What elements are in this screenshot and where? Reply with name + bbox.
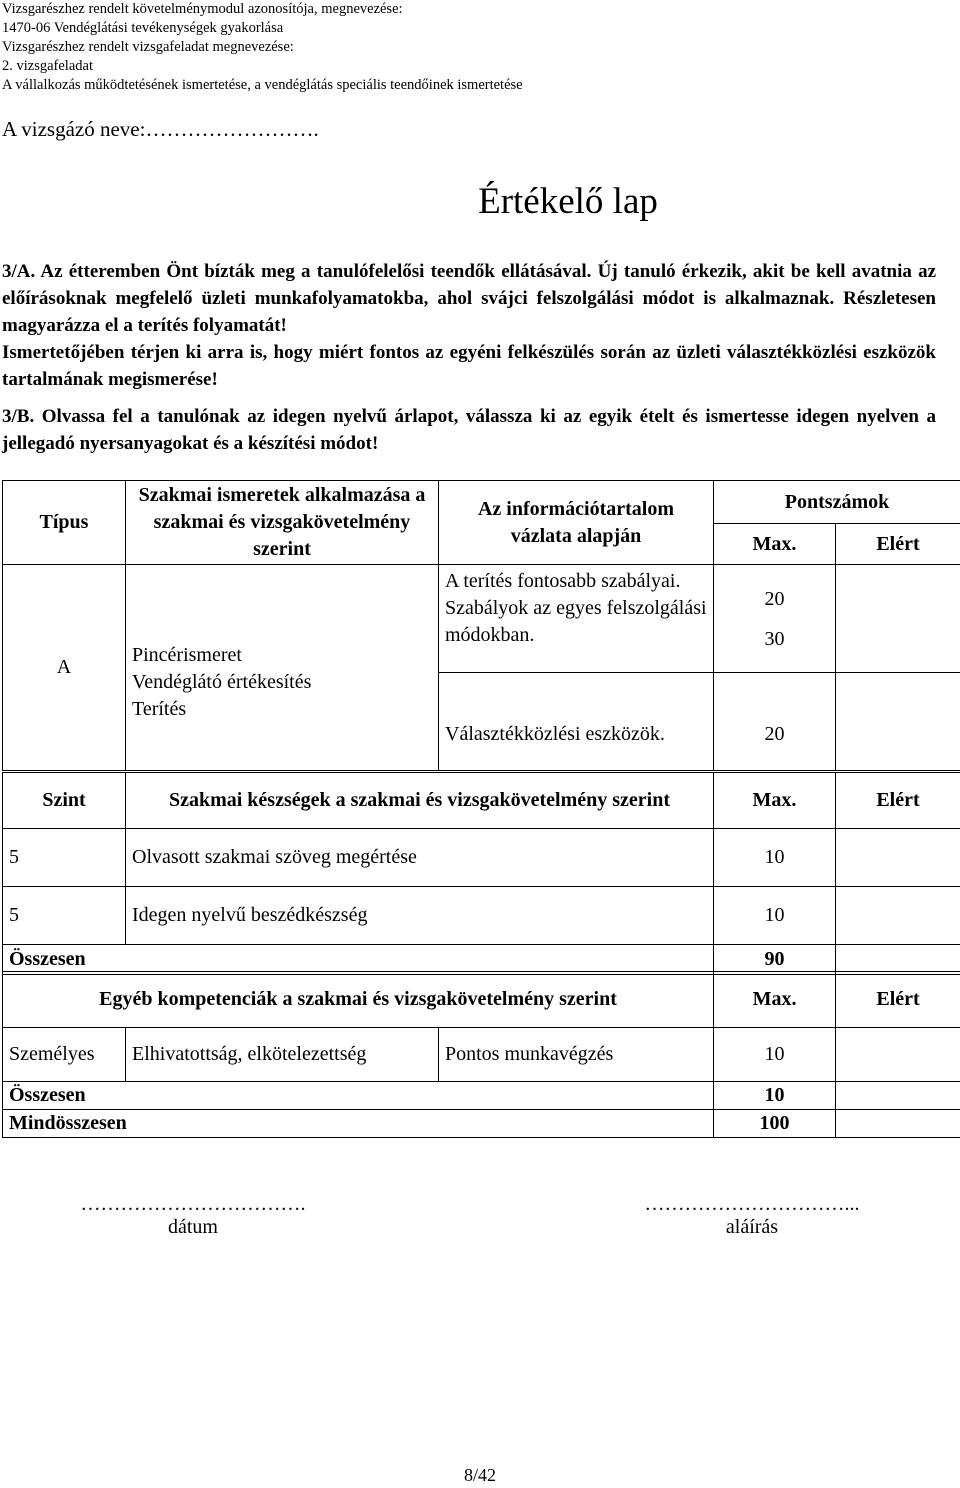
- max-row-1a: 20: [764, 588, 785, 610]
- competency-description: Pontos munkavégzés: [439, 1028, 714, 1082]
- skills-total-value: 90: [714, 945, 836, 975]
- skills-max-header: Max.: [714, 773, 836, 829]
- competency-name: Elhivatottság, elkötelezettség: [126, 1028, 439, 1082]
- info-row-2: Választékközlési eszközök.: [439, 673, 714, 771]
- competencies-total-value: 10: [714, 1082, 836, 1110]
- type-value: A: [3, 565, 126, 771]
- page-title: Értékelő lap: [478, 181, 658, 222]
- document-header: [2, 0, 523, 95]
- achieved-header: Elért: [836, 524, 960, 565]
- task-3a-paragraph-2: Ismertetőjében térjen ki arra is, hogy miért fontos az egyéni felkészülés során az üzleti választékközlési eszközök tartalmának megismerése!: [2, 342, 936, 390]
- page-number: 8/42: [463, 1465, 496, 1485]
- knowledge-header: Szakmai ismeretek alkalmazása a szakmai és vizsgakövetelmény szerint: [126, 481, 439, 565]
- competency-achieved[interactable]: [836, 1028, 960, 1082]
- info-row-1: A terítés fontosabb szabályai. Szabályok az egyes felszolgálási módokban.: [439, 565, 714, 673]
- signature-block: [596, 1193, 908, 1239]
- skill-name: Idegen nyelvű beszédkészség: [126, 887, 714, 945]
- competency-max: 10: [714, 1028, 836, 1082]
- competencies-total-achieved[interactable]: [836, 1082, 960, 1110]
- skills-total-label: Összesen: [3, 945, 714, 975]
- skills-total-achieved[interactable]: [836, 945, 960, 975]
- skill-max: 10: [714, 887, 836, 945]
- competencies-max-header: Max.: [714, 972, 836, 1028]
- signature-line: …………………………...: [644, 1193, 860, 1215]
- max-header: Max.: [714, 524, 836, 565]
- task-3b-paragraph: 3/B. Olvassa fel a tanulónak az idegen nyelvű árlapot, válassza ki az egyik ételt és ismertesse idegen nyelven a jellegadó nyersanyagokat és a készítési módot!: [2, 406, 936, 454]
- header-line-module-label: Vizsgarészhez rendelt követelménymodul azonosítója, megnevezése:: [2, 1, 403, 17]
- task-3b: [2, 403, 936, 457]
- table-row: [3, 887, 960, 945]
- date-label: dátum: [168, 1216, 218, 1238]
- task-3a-paragraph-1: 3/A. Az étteremben Önt bízták meg a tanulófelelősi teendők ellátásával. Új tanuló érkezik, akit be kell avatnia az előírásoknak megfelelő üzleti munkafolyamatokba, ahol svájci felszolgálási módot is alkalmaznak. Részletesen magyarázza el a terítés folyamatát!: [2, 261, 936, 336]
- knowledge-items: Pincérismeret Vendéglátó értékesítés Terítés: [126, 565, 439, 771]
- achieved-row-2[interactable]: [836, 673, 960, 771]
- level-header: Szint: [3, 773, 126, 829]
- skill-max: 10: [714, 829, 836, 887]
- grand-total-label: Mindösszesen: [3, 1110, 714, 1138]
- type-header: Típus: [3, 481, 126, 565]
- grand-total-achieved[interactable]: [836, 1110, 960, 1138]
- skills-achieved-header: Elért: [836, 773, 960, 829]
- header-line-task-title: A vállalkozás működtetésének ismertetése, a vendéglátás speciális teendőinek ismertetése: [2, 77, 523, 93]
- skill-level: 5: [3, 829, 126, 887]
- max-row-1b: 30: [764, 628, 785, 650]
- competency-category: Személyes: [3, 1028, 126, 1082]
- competencies-achieved-header: Elért: [836, 972, 960, 1028]
- table-row: [3, 829, 960, 887]
- competencies-header: Egyéb kompetenciák a szakmai és vizsgakövetelmény szerint: [3, 972, 714, 1028]
- skills-table: [2, 772, 960, 975]
- task-3a: [2, 258, 936, 393]
- skill-achieved[interactable]: [836, 829, 960, 887]
- header-line-task-number: 2. vizsgafeladat: [2, 58, 93, 74]
- header-line-module: 1470-06 Vendéglátási tevékenységek gyakorlása: [2, 20, 284, 36]
- signature-label: aláírás: [725, 1216, 779, 1238]
- achieved-row-1[interactable]: [836, 565, 960, 673]
- knowledge-table: [2, 480, 960, 771]
- max-row-1: [714, 565, 836, 673]
- skill-achieved[interactable]: [836, 887, 960, 945]
- header-line-task-label: Vizsgarészhez rendelt vizsgafeladat megnevezése:: [2, 39, 294, 55]
- competencies-total-label: Összesen: [3, 1082, 714, 1110]
- date-signature-block: [80, 1193, 306, 1239]
- competencies-table: [2, 971, 960, 1138]
- skill-level: 5: [3, 887, 126, 945]
- skills-header: Szakmai készségek a szakmai és vizsgakövetelmény szerint: [126, 773, 714, 829]
- examinee-name-field: A vizsgázó neve:…………………….: [2, 117, 319, 141]
- max-row-2: 20: [714, 673, 836, 771]
- points-header: Pontszámok: [714, 481, 960, 524]
- info-header: Az információtartalom vázlata alapján: [439, 481, 714, 565]
- grand-total-value: 100: [714, 1110, 836, 1138]
- skill-name: Olvasott szakmai szöveg megértése: [126, 829, 714, 887]
- date-line: …………………………….: [80, 1193, 306, 1215]
